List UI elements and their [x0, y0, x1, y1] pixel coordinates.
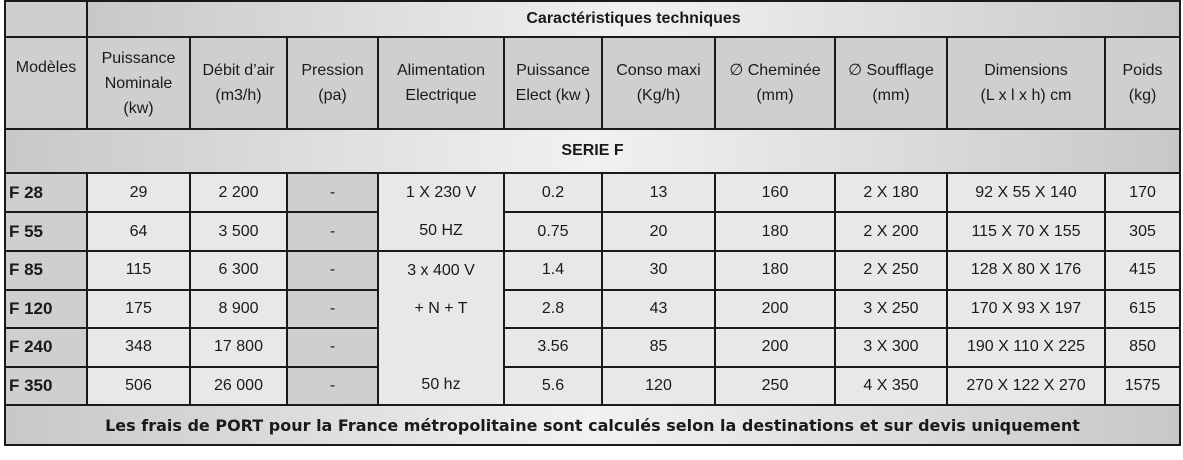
- cell-elect: 1.4: [504, 251, 602, 290]
- alimentation-line: [379, 328, 503, 366]
- cell-puissance: 64: [87, 212, 190, 251]
- cell-dimensions: 128 X 80 X 176: [947, 251, 1105, 290]
- cell-pression: -: [287, 290, 378, 329]
- header-soufflage: [835, 37, 947, 129]
- header-line: (kw): [123, 99, 154, 117]
- cell-debit: 6 300: [190, 251, 287, 290]
- header-poids: [1105, 37, 1180, 129]
- cell-cheminee: 200: [715, 290, 835, 329]
- header-line: Poids: [1122, 62, 1163, 79]
- cell-conso: 43: [602, 290, 715, 329]
- cell-pression: -: [287, 251, 378, 290]
- header-line: Alimentation: [396, 62, 486, 79]
- cell-pression: -: [287, 328, 378, 367]
- alimentation-cell: [378, 173, 504, 251]
- alimentation-line: 50 hz: [421, 376, 461, 393]
- table-row: [5, 251, 1180, 290]
- cell-debit: 26 000: [190, 367, 287, 406]
- cell-pression: -: [287, 367, 378, 406]
- cell-conso: 13: [602, 173, 715, 212]
- header-dimensions: [947, 37, 1105, 129]
- cell-model: F 28: [5, 173, 87, 212]
- header-line: ∅ Soufflage: [848, 62, 934, 79]
- header-line: (Kg/h): [636, 87, 681, 104]
- cell-dimensions: 170 X 93 X 197: [947, 290, 1105, 329]
- cell-puissance: 29: [87, 173, 190, 212]
- alimentation-line: 3 x 400 V: [407, 262, 475, 279]
- table-row: [5, 367, 1180, 406]
- header-cheminee: [715, 37, 835, 129]
- cell-cheminee: 160: [715, 173, 835, 212]
- series-label: SERIE F: [5, 129, 1180, 173]
- alimentation-line: 1 X 230 V: [405, 184, 477, 201]
- header-line: (mm): [872, 87, 910, 104]
- cell-conso: 20: [602, 212, 715, 251]
- cell-debit: 8 900: [190, 290, 287, 329]
- spec-table: [4, 0, 1181, 446]
- cell-conso: 85: [602, 328, 715, 367]
- cell-poids: 615: [1105, 290, 1180, 329]
- cell-elect: 3.56: [504, 328, 602, 367]
- cell-model: F 55: [5, 212, 87, 251]
- cell-model: F 120: [5, 290, 87, 329]
- header-line: (pa): [318, 87, 347, 104]
- header-puissance-elect: [504, 37, 602, 129]
- cell-debit: 17 800: [190, 328, 287, 367]
- table-row: [5, 173, 1180, 212]
- cell-conso: 30: [602, 251, 715, 290]
- alimentation-line: + N + T: [414, 300, 468, 317]
- cell-pression: -: [287, 173, 378, 212]
- cell-soufflage: 2 X 200: [835, 212, 947, 251]
- header-line: (mm): [756, 87, 794, 104]
- header-line: (kg): [1128, 87, 1157, 104]
- cell-cheminee: 180: [715, 251, 835, 290]
- cell-poids: 170: [1105, 173, 1180, 212]
- table-row: [5, 290, 1180, 329]
- cell-poids: 305: [1105, 212, 1180, 251]
- cell-debit: 2 200: [190, 173, 287, 212]
- cell-elect: 0.75: [504, 212, 602, 251]
- table-row: [5, 212, 1180, 251]
- header-line: Nominale: [104, 74, 173, 92]
- cell-dimensions: 115 X 70 X 155: [947, 212, 1105, 251]
- header-line: Puissance: [516, 62, 590, 79]
- cell-puissance: 348: [87, 328, 190, 367]
- header-puissance-nominale: [87, 37, 190, 129]
- cell-poids: 850: [1105, 328, 1180, 367]
- alimentation-line: 50 HZ: [419, 222, 463, 239]
- header-alimentation: [378, 37, 504, 129]
- header-line: Elect (kw ): [515, 87, 591, 104]
- cell-soufflage: 3 X 250: [835, 290, 947, 329]
- header-line: Electrique: [405, 87, 477, 104]
- cell-model: F 240: [5, 328, 87, 367]
- cell-puissance: 506: [87, 367, 190, 406]
- table-title: Caractéristiques techniques: [87, 1, 1180, 37]
- cell-elect: 0.2: [504, 173, 602, 212]
- cell-soufflage: 3 X 300: [835, 328, 947, 367]
- cell-soufflage: 2 X 180: [835, 173, 947, 212]
- cell-puissance: 115: [87, 251, 190, 290]
- cell-conso: 120: [602, 367, 715, 406]
- cell-dimensions: 190 X 110 X 225: [947, 328, 1105, 367]
- footer-note: Les frais de PORT pour la France métropolitaine sont calculés selon la destinations et sur devis uniquement: [5, 405, 1180, 445]
- header-line: Débit d’air: [202, 62, 275, 79]
- cell-cheminee: 200: [715, 328, 835, 367]
- cell-poids: 415: [1105, 251, 1180, 290]
- cell-model: F 350: [5, 367, 87, 406]
- cell-model: F 85: [5, 251, 87, 290]
- header-line: Conso maxi: [616, 62, 701, 79]
- cell-dimensions: 92 X 55 X 140: [947, 173, 1105, 212]
- cell-cheminee: 180: [715, 212, 835, 251]
- cell-cheminee: 250: [715, 367, 835, 406]
- header-pression: [287, 37, 378, 129]
- cell-elect: 2.8: [504, 290, 602, 329]
- cell-debit: 3 500: [190, 212, 287, 251]
- corner-cell: [5, 1, 87, 37]
- cell-poids: 1575: [1105, 367, 1180, 406]
- alimentation-cell: [378, 251, 504, 405]
- cell-pression: -: [287, 212, 378, 251]
- cell-soufflage: 2 X 250: [835, 251, 947, 290]
- header-modeles: Modèles: [5, 37, 87, 129]
- header-debit-air: [190, 37, 287, 129]
- header-line: (m3/h): [215, 87, 262, 104]
- header-line: (L x l x h) cm: [980, 87, 1072, 104]
- header-line: Dimensions: [984, 62, 1068, 79]
- cell-dimensions: 270 X 122 X 270: [947, 367, 1105, 406]
- header-line: Pression: [301, 62, 364, 79]
- cell-soufflage: 4 X 350: [835, 367, 947, 406]
- header-line: Puissance: [101, 49, 176, 67]
- header-conso-maxi: [602, 37, 715, 129]
- header-line: ∅ Cheminée: [729, 62, 821, 79]
- cell-puissance: 175: [87, 290, 190, 329]
- cell-elect: 5.6: [504, 367, 602, 406]
- table-row: [5, 328, 1180, 367]
